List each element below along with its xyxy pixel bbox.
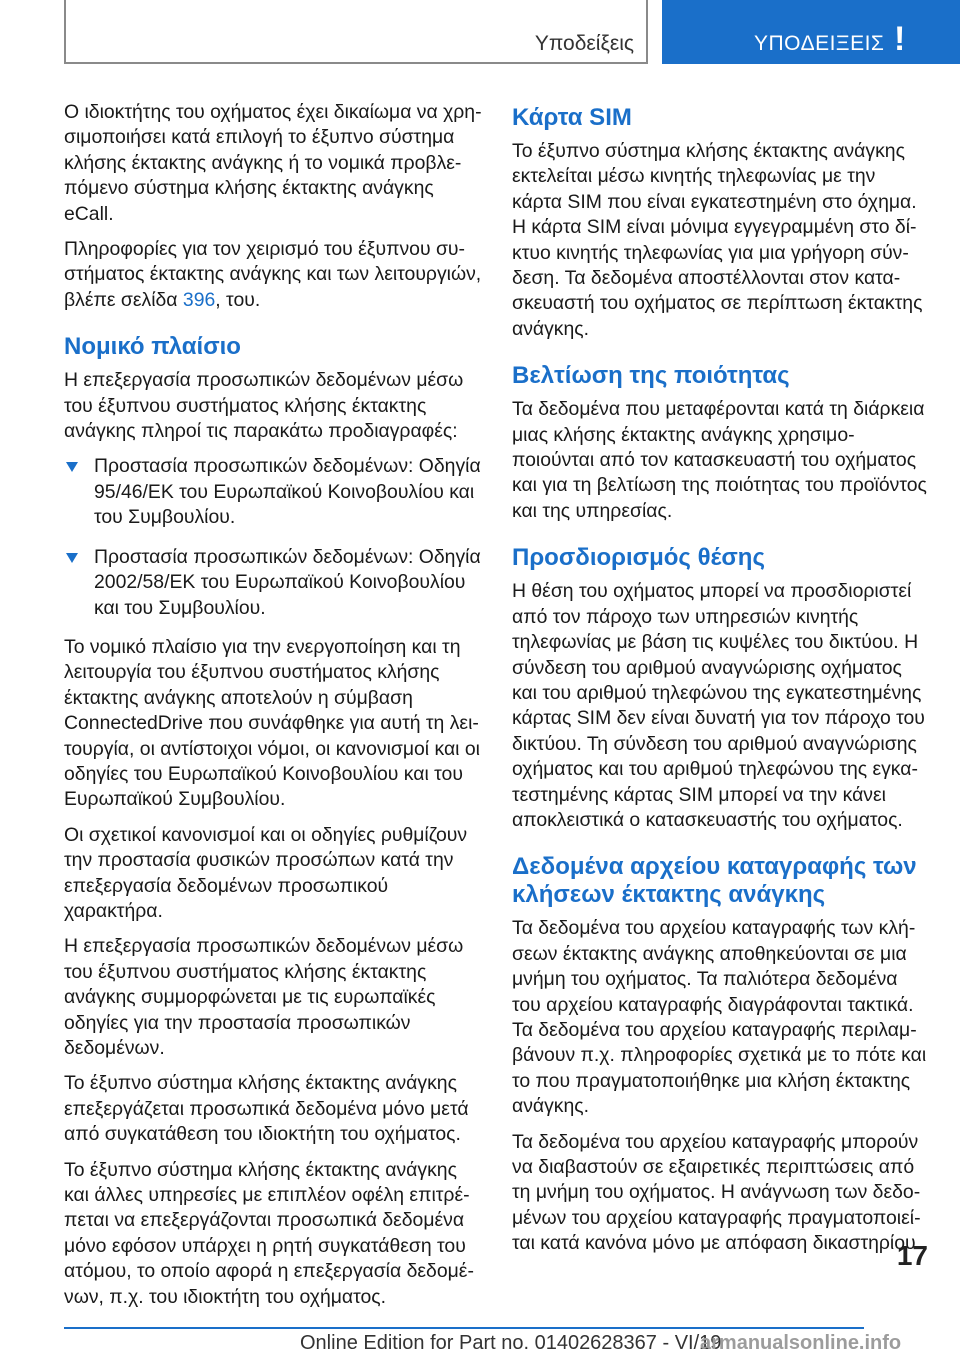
- heading-sim-card: Κάρτα SIM: [512, 104, 632, 131]
- page-number: 17: [896, 1240, 928, 1271]
- paragraph: Τα δεδομένα του αρχείου καταγραφής των κλήσεων έκτακτης ανάγκης αποθηκεύονται σε μια μνήμη του οχήματος. Τα παλιότερα δεδομένα του αρχείου καταγραφής διαγράφονται τακτικά. Τα δεδομένα του αρχείου καταγραφής περιλαμβάνουν π.χ. πληροφορίες σχετικά με το πότε και το που πραγματοποιήθηκε μια κλήση έκτακτης ανάγκης.: [512, 917, 927, 1118]
- paragraph-with-link: [64, 237, 482, 313]
- header-crumb-box: [64, 0, 648, 64]
- left-column: [64, 100, 482, 1320]
- heading-legal-framework: Νομικό πλαίσιο: [64, 333, 241, 361]
- paragraph: Τα δεδομένα του αρχείου καταγραφής μπορούν να διαβαστούν σε εξαιρετικές περιπτώσεις από τη μνήμη του οχήματος. Η ανάγνωση των δεδομένων του αρχείου καταγραφής πραγματοποιείται κατά κανόνα μόνο με απόφαση δικαστηρίου: [512, 1130, 921, 1255]
- bullet-triangle-icon: [66, 553, 78, 563]
- header-section-box: [662, 0, 960, 64]
- paragraph: Το έξυπνο σύστημα κλήσης έκτακτης ανάγκης εκτελείται μέσω κινητής τηλεφωνίας με την κάρτα SIM που είναι εγκατεστημένη στο όχημα. Η κάρτα SIM είναι μόνιμα εγγεγραμμένη στο δίκτυο κινητής τηλεφωνίας για μια γρήγορη σύνδεση. Τα δεδομένα αποστέλλονται στον κατασκευαστή του οχήματος σε περίπτωση έκτακτης ανάγκης.: [512, 140, 923, 340]
- paragraph: Τα δεδομένα που μεταφέρονται κατά τη διάρκεια μιας κλήσης έκτακτης ανάγκης χρησιμοποιούνται από τον κατασκευαστή του οχήματος και για τη βελτίωση της ποιότητας του προϊόντος και της υπηρεσίας.: [512, 398, 927, 522]
- paragraph-text: , του.: [215, 288, 261, 311]
- watermark-logo: armanualsonline.info: [700, 1332, 902, 1354]
- page-header: [0, 0, 960, 66]
- header-crumb: Υποδείξεις: [534, 32, 634, 55]
- paragraph: Το έξυπνο σύστημα κλήσης έκτακτης ανάγκης και άλλες υπηρεσίες με επιπλέον οφέλη επιτρέπεται να επεξεργάζονται προσωπικά δεδομένα μόνο εφόσον υπάρχει η ρητή συγκατάθεση του ατόμου, το οποίο αφορά η επεξεργασία δεδομένων, π.χ. του ιδιοκτήτη του οχήματος.: [64, 1158, 474, 1308]
- list-item-text: Προστασία προσωπικών δεδομένων: Οδηγία 95/46/ΕΚ του Ευρωπαϊκού Κοινοβουλίου και του Συμβουλίου.: [94, 455, 481, 529]
- footer-divider: [64, 1327, 864, 1329]
- list-item: [64, 545, 482, 621]
- list-item: [64, 454, 482, 530]
- heading-quality-improvement: Βελτίωση της ποιότητας: [512, 362, 790, 390]
- paragraph: Το έξυπνο σύστημα κλήσης έκτακτης ανάγκης επεξεργάζεται προσωπικά δεδομένα μόνο μετά από συγκατάθεση του ιδιοκτήτη του οχήματος.: [64, 1072, 469, 1146]
- paragraph: Το νομικό πλαίσιο για την ενεργοποίηση και τη λειτουργία του έξυπνου συστήματος κλήσης έκτακτης ανάγκης αποτελούν η σύμβαση ConnectedDrive που συνάφθηκε για αυτή τη λειτουργία, οι αντίστοιχοι νόμοι, οι κανονισμοί και οι οδηγίες του Ευρωπαϊκού Κοινοβουλίου και του Ευρωπαϊκού Συμβουλίου.: [64, 635, 480, 811]
- page-link[interactable]: 396: [182, 288, 216, 311]
- warning-icon: !: [894, 20, 906, 58]
- paragraph: Ο ιδιοκτήτης του οχήματος έχει δικαίωμα να χρησιμοποιήσει κατά επιλογή το έξυπνο σύστημα κλήσης έκτακτης ανάγκης ή το νομικά προβλεπόμενο σύστημα κλήσης έκτακτης ανάγκης eCall.: [64, 101, 482, 225]
- paragraph-text: Πληροφορίες για τον χειρισμό του έξυπνου συστήματος έκτακτης ανάγκης και των λειτουργιών, βλέπε σελίδα: [64, 238, 482, 311]
- bullet-triangle-icon: [66, 462, 78, 472]
- paragraph: Η επεξεργασία προσωπικών δεδομένων μέσω του έξυπνου συστήματος κλήσης έκτακτης ανάγκης συμμορφώνεται με τις ευρωπαϊκές οδηγίες για την προστασία προσωπικών δεδομένων.: [64, 935, 464, 1059]
- paragraph: Η θέση του οχήματος μπορεί να προσδιοριστεί από τον πάροχο των υπηρεσιών κινητής τηλεφωνίας με βάση τις κυψέλες του δικτύου. Η σύνδεση του αριθμού αναγνώρισης οχήματος και του αριθμού τηλεφώνου της εγκατεστημένης κάρτας SIM δεν είναι δυνατή για τον πάροχο του δικτύου. Τη σύνδεση του αριθμού αναγνώρισης οχήματος και του αριθμού τηλεφώνου της εγκατεστημένης κάρτας SIM μπορεί να την κάνει αποκλειστικά ο κατασκευαστής του οχήματος.: [512, 580, 925, 831]
- paragraph: Οι σχετικοί κανονισμοί και οι οδηγίες ρυθμίζουν την προστασία φυσικών προσώπων κατά την επεξεργασία δεδομένων προσωπικού χαρακτήρα.: [64, 823, 468, 922]
- right-column: [512, 100, 930, 1267]
- heading-location: Προσδιορισμός θέσης: [512, 544, 765, 572]
- paragraph: Η επεξεργασία προσωπικών δεδομένων μέσω του έξυπνου συστήματος κλήσης έκτακτης ανάγκης πληροί τις παρακάτω προδιαγραφές:: [64, 369, 464, 443]
- heading-log-data: Δεδομένα αρχείου καταγραφής των κλήσεων έκτακτης ανάγκης: [512, 853, 917, 909]
- list-item-text: Προστασία προσωπικών δεδομένων: Οδηγία 2002/58/ΕΚ του Ευρωπαϊκού Κοινοβουλίου και του Συμβουλίου.: [94, 545, 481, 619]
- footer-edition: Online Edition for Part no. 01402628367 - VI/19: [300, 1332, 722, 1354]
- header-section-title: ΥΠΟΔΕΙΞΕΙΣ: [754, 32, 885, 55]
